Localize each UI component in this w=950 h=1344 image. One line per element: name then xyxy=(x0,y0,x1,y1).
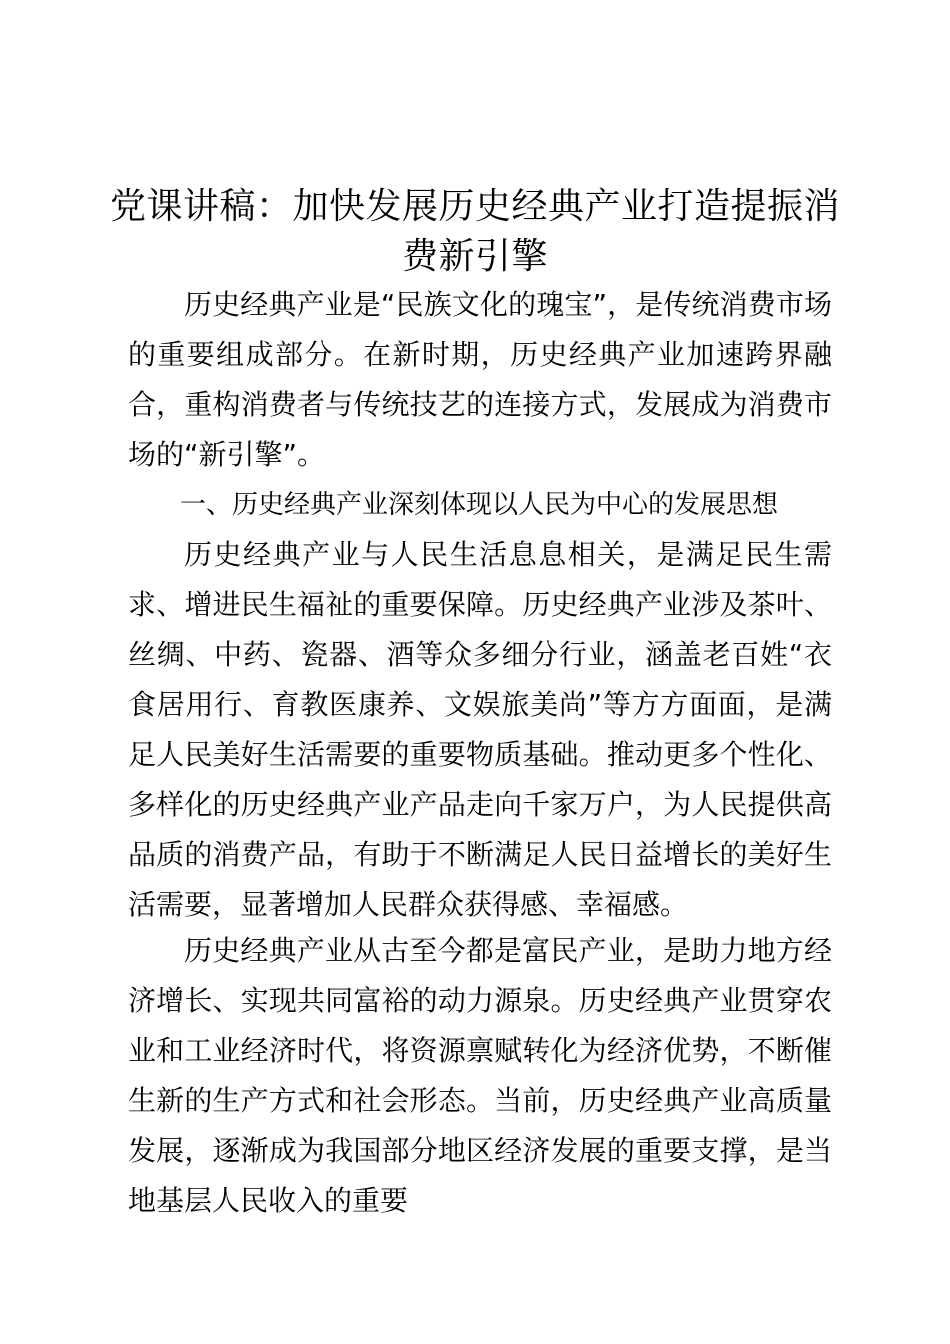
document-title: 党课讲稿：加快发展历史经典产业打造提振消费新引擎 xyxy=(110,186,841,277)
intro-paragraph: 历史经典产业是“民族文化的瑰宝”，是传统消费市场的重要组成部分。在新时期，历史经典产业加速跨界融合，重构消费者与传统技艺的连接方式，发展成为消费市场的“新引擎”。 xyxy=(128,288,832,471)
section-heading: 一、历史经典产业深刻体现以人民为中心的发展思想 xyxy=(180,490,779,520)
section-paragraph-1: 历史经典产业与人民生活息息相关，是满足民生需求、增进民生福祉的重要保障。历史经典产业涉及茶叶、丝绸、中药、瓷器、酒等众多细分行业，涵盖老百姓“衣食居用行、育教医康养、文娱旅美尚”等方方面面，是满足人民美好生活需要的重要物质基础。推动更多个性化、多样化的历史经典产业产品走向千家万户，为人民提供高品质的消费产品，有助于不断满足人民日益增长的美好生活需要，显著增加人民群众获得感、幸福感。 xyxy=(128,538,832,921)
section-paragraph-2: 历史经典产业从古至今都是富民产业，是助力地方经济增长、实现共同富裕的动力源泉。历史经典产业贯穿农业和工业经济时代，将资源禀赋转化为经济优势，不断催生新的生产方式和社会形态。当前，历史经典产业高质量发展，逐渐成为我国部分地区经济发展的重要支撑，是当地基层人民收入的重要 xyxy=(128,934,832,1217)
